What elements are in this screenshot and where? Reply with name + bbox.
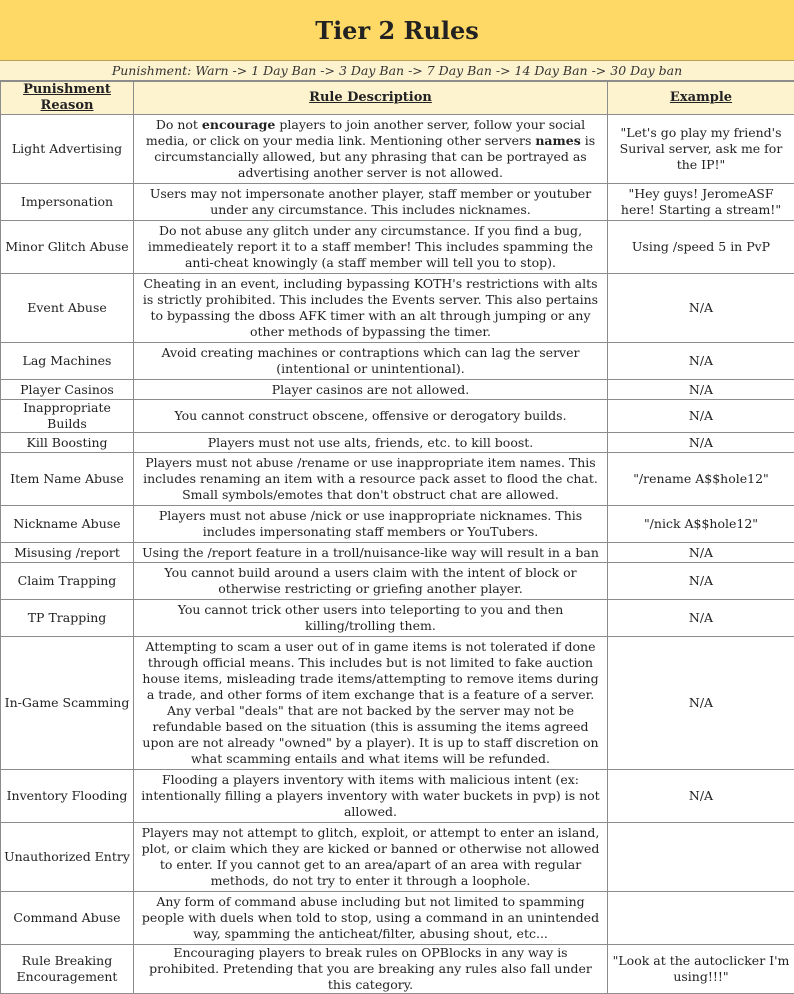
desc-text: is circumstancially allowed, but any phrasing that can be portrayed as advertising another server is not allowed.: [154, 133, 595, 180]
row-reason: Impersonation: [1, 184, 134, 221]
row-description: You cannot trick other users into teleporting to you and then killing/trolling them.: [134, 600, 608, 637]
row-description: Player casinos are not allowed.: [134, 380, 608, 400]
table-row: [1, 343, 794, 380]
row-description: Any form of command abuse including but not limited to spamming people with duels when told to stop, using a command in an unintended way, spamming the anticheat/filter, abusing shout, etc...: [134, 892, 608, 945]
row-example: Using /speed 5 in PvP: [608, 221, 794, 274]
table-row: [1, 380, 794, 400]
desc-text: Do not: [156, 117, 202, 132]
title-banner: [0, 0, 794, 61]
row-reason: Kill Boosting: [1, 433, 134, 453]
row-description: Players must not abuse /rename or use inappropriate item names. This includes renaming an item with a resource pack asset to flood the chat. Small symbols/emotes that don't obstruct chat are allowed.: [134, 453, 608, 506]
row-description: Encouraging players to break rules on OPBlocks in any way is prohibited. Pretending that you are breaking any rules also fall under this category.: [134, 945, 608, 994]
table-row: [1, 115, 794, 184]
row-example: N/A: [608, 274, 794, 343]
page-title: Tier 2 Rules: [315, 16, 479, 45]
row-description: Players may not attempt to glitch, exploit, or attempt to enter an island, plot, or claim which they are kicked or banned or otherwise not allowed to enter. If you cannot get to an area/apart of an area with regular methods, do not try to enter it through a loophole.: [134, 823, 608, 892]
table-row: [1, 892, 794, 945]
row-reason: Item Name Abuse: [1, 453, 134, 506]
row-example: N/A: [608, 433, 794, 453]
row-example: N/A: [608, 600, 794, 637]
row-description: Avoid creating machines or contraptions which can lag the server (intentional or unintentional).: [134, 343, 608, 380]
row-description: Players must not use alts, friends, etc. to kill boost.: [134, 433, 608, 453]
punishment-ladder: Punishment: Warn -> 1 Day Ban -> 3 Day Ban -> 7 Day Ban -> 14 Day Ban -> 30 Day ban: [0, 61, 794, 81]
table-row: [1, 184, 794, 221]
row-reason: Misusing /report: [1, 543, 134, 563]
row-reason: Lag Machines: [1, 343, 134, 380]
rules-table: [0, 81, 794, 994]
row-reason: Claim Trapping: [1, 563, 134, 600]
header-example: Example: [608, 82, 794, 115]
row-description: Players must not abuse /nick or use inappropriate nicknames. This includes impersonating staff members or YouTubers.: [134, 506, 608, 543]
row-example: "/rename A$$hole12": [608, 453, 794, 506]
row-description: You cannot build around a users claim with the intent of block or otherwise restricting or griefing another player.: [134, 563, 608, 600]
row-example: N/A: [608, 380, 794, 400]
row-description: Flooding a players inventory with items with malicious intent (ex: intentionally filling a players inventory with water buckets in pvp) is not allowed.: [134, 770, 608, 823]
header-description: Rule Description: [134, 82, 608, 115]
row-reason: Command Abuse: [1, 892, 134, 945]
table-row: [1, 221, 794, 274]
table-row: [1, 400, 794, 433]
row-reason: TP Trapping: [1, 600, 134, 637]
row-description: [134, 115, 608, 184]
row-example: "/nick A$$hole12": [608, 506, 794, 543]
table-header-row: [1, 82, 794, 115]
table-row: [1, 506, 794, 543]
table-row: [1, 945, 794, 994]
row-example: "Look at the autoclicker I'm using!!!": [608, 945, 794, 994]
table-row: [1, 563, 794, 600]
row-example: N/A: [608, 563, 794, 600]
row-reason: Player Casinos: [1, 380, 134, 400]
row-description: Cheating in an event, including bypassing KOTH's restrictions with alts is strictly prohibited. This includes the Events server. This also pertains to bypassing the dboss AFK timer with an alt through jumping or any other methods of bypassing the timer.: [134, 274, 608, 343]
row-reason: Light Advertising: [1, 115, 134, 184]
table-row: [1, 453, 794, 506]
row-reason: Minor Glitch Abuse: [1, 221, 134, 274]
row-reason: Inappropriate Builds: [1, 400, 134, 433]
row-reason: Rule Breaking Encouragement: [1, 945, 134, 994]
row-example: [608, 892, 794, 945]
table-row: [1, 600, 794, 637]
table-row: [1, 770, 794, 823]
row-reason: Event Abuse: [1, 274, 134, 343]
table-row: [1, 433, 794, 453]
row-example: "Let's go play my friend's Surival server, ask me for the IP!": [608, 115, 794, 184]
row-example: N/A: [608, 637, 794, 770]
table-row: [1, 543, 794, 563]
desc-text: players to join another server, follow your social media, or click on your media link. Mentioning other servers: [146, 117, 585, 148]
row-reason: In-Game Scamming: [1, 637, 134, 770]
row-description: You cannot construct obscene, offensive or derogatory builds.: [134, 400, 608, 433]
row-reason: Unauthorized Entry: [1, 823, 134, 892]
row-description: Attempting to scam a user out of in game items is not tolerated if done through official means. This includes but is not limited to fake auction house items, misleading trade items/attempting to remove items during a trade, and other forms of item exchange that is a feature of a server. Any verbal "deals" that are not backed by the server may not be refundable based on the situation (this is assuming the items agreed upon are not already "owned" by a player). It is up to staff discretion on what scamming entails and what items will be refunded.: [134, 637, 608, 770]
row-description: Using the /report feature in a troll/nuisance-like way will result in a ban: [134, 543, 608, 563]
desc-bold: encourage: [202, 117, 275, 132]
table-row: [1, 823, 794, 892]
row-example: N/A: [608, 400, 794, 433]
desc-bold: names: [535, 133, 580, 148]
row-example: N/A: [608, 770, 794, 823]
row-example: "Hey guys! JeromeASF here! Starting a stream!": [608, 184, 794, 221]
row-example: N/A: [608, 343, 794, 380]
row-reason: Inventory Flooding: [1, 770, 134, 823]
row-example: [608, 823, 794, 892]
row-reason: Nickname Abuse: [1, 506, 134, 543]
row-example: N/A: [608, 543, 794, 563]
row-description: Users may not impersonate another player, staff member or youtuber under any circumstance. This includes nicknames.: [134, 184, 608, 221]
table-row: [1, 274, 794, 343]
table-row: [1, 637, 794, 770]
header-reason: Punishment Reason: [1, 82, 134, 115]
row-description: Do not abuse any glitch under any circumstance. If you find a bug, immedieately report it to a staff member! This includes spamming the anti-cheat knowingly (a staff member will tell you to stop).: [134, 221, 608, 274]
